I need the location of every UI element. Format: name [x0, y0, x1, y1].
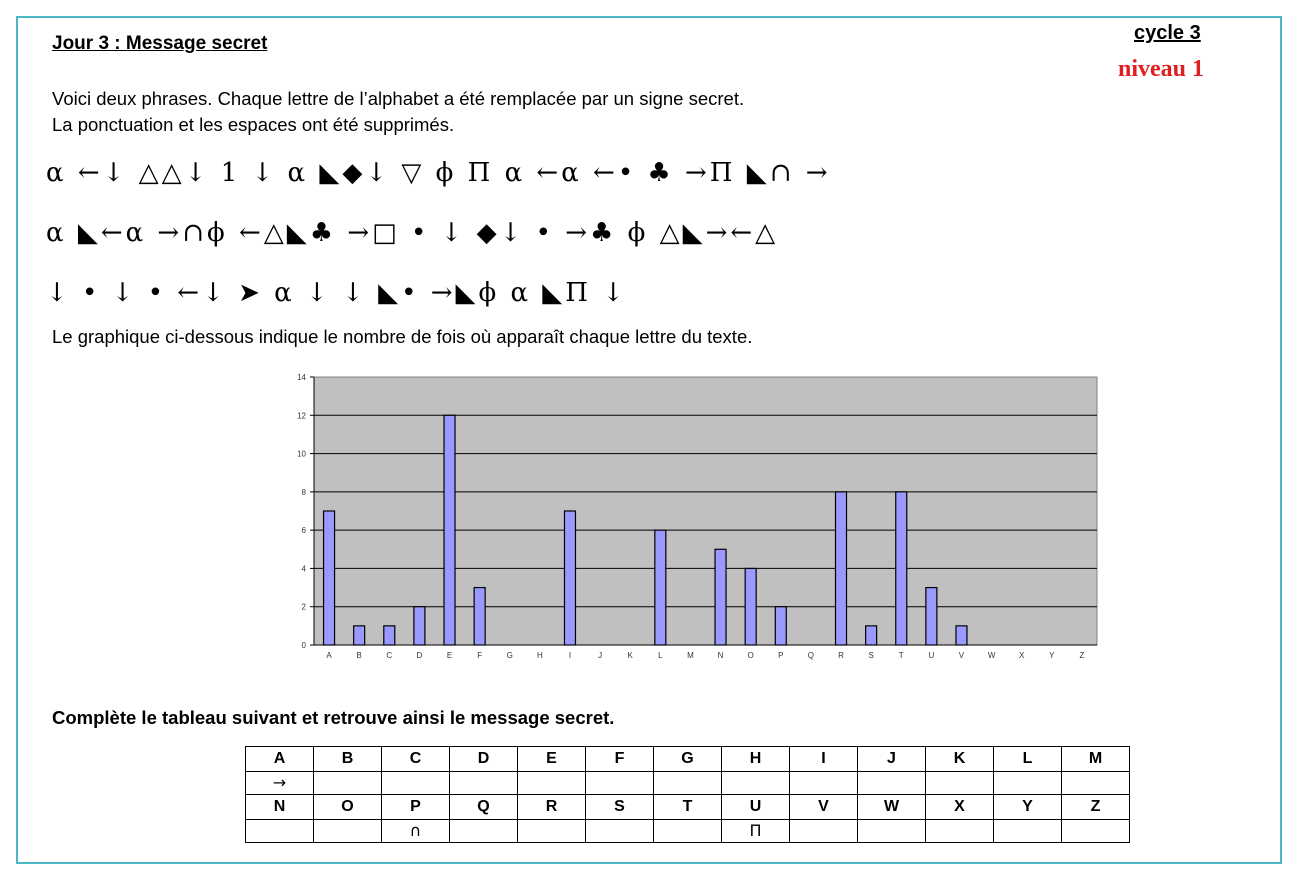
letter-cell: A — [246, 747, 314, 772]
letter-cell: Y — [994, 795, 1062, 820]
letter-cell: V — [790, 795, 858, 820]
bar — [836, 492, 847, 645]
x-tick-label: B — [356, 651, 362, 660]
letter-cell: T — [654, 795, 722, 820]
cipher-line-3: ↓ • ↓ • ←↓ ➤ α ↓ ↓ ◣• →◣ϕ α ◣Π ↓ — [46, 278, 628, 308]
y-tick-label: 0 — [301, 641, 306, 650]
symbol-cell[interactable] — [586, 772, 654, 795]
y-tick-label: 2 — [301, 602, 306, 612]
symbol-cell[interactable] — [994, 772, 1062, 795]
instruction-line-1: Voici deux phrases. Chaque lettre de l’alphabet a été remplacée par un signe secret. — [52, 88, 745, 109]
letter-cell: O — [314, 795, 382, 820]
symbol-cell[interactable] — [1062, 772, 1130, 795]
letter-cell: B — [314, 747, 382, 772]
x-tick-label: X — [1019, 651, 1025, 660]
x-tick-label: N — [717, 651, 724, 660]
symbol-cell[interactable]: Π — [722, 820, 790, 843]
y-tick-label: 4 — [301, 564, 306, 574]
letter-cell: F — [586, 747, 654, 772]
bar — [354, 626, 365, 645]
letter-cell: D — [450, 747, 518, 772]
bar — [384, 626, 395, 645]
letter-frequency-chart — [280, 366, 1110, 666]
letter-cell: H — [722, 747, 790, 772]
cipher-line-2: α ◣←α →∩ϕ ←△◣♣ →□ • ↓ ◆↓ • →♣ ϕ △◣→←△ — [46, 218, 779, 248]
symbol-cell[interactable] — [382, 772, 450, 795]
x-tick-label: Z — [1079, 651, 1085, 660]
x-tick-label: C — [386, 651, 393, 660]
y-tick-label: 14 — [297, 373, 306, 382]
x-tick-label: W — [987, 651, 996, 660]
x-tick-label: O — [747, 651, 754, 660]
bar — [956, 626, 967, 645]
x-tick-label: S — [868, 651, 874, 660]
letter-cell: N — [246, 795, 314, 820]
x-tick-label: H — [536, 651, 543, 660]
letter-cell: Q — [450, 795, 518, 820]
y-tick-label: 6 — [301, 526, 306, 536]
letter-cell: W — [858, 795, 926, 820]
bar — [414, 607, 425, 645]
symbol-cell[interactable] — [926, 772, 994, 795]
symbol-cell[interactable] — [586, 820, 654, 843]
x-tick-label: T — [898, 651, 904, 660]
symbol-cell[interactable] — [1062, 820, 1130, 843]
y-tick-label: 8 — [301, 487, 306, 497]
page-title: Jour 3 : Message secret — [52, 33, 268, 54]
bar — [715, 549, 726, 645]
symbol-cell[interactable] — [314, 820, 382, 843]
symbol-cell[interactable] — [722, 772, 790, 795]
letter-cell: J — [858, 747, 926, 772]
x-tick-label: K — [627, 651, 633, 660]
symbol-cell[interactable] — [246, 820, 314, 843]
symbol-cell[interactable]: → — [246, 772, 314, 795]
x-tick-label: Q — [807, 651, 815, 660]
letter-cell: G — [654, 747, 722, 772]
x-tick-label: I — [568, 651, 572, 660]
symbol-cell[interactable]: ∩ — [382, 820, 450, 843]
symbol-cell[interactable] — [314, 772, 382, 795]
bar — [655, 530, 666, 645]
cipher-line-1: α ←↓ △△↓ 1 ↓ α ◣◆↓ ▽ ϕ Π α ←α ←• ♣ →Π ◣∩ → — [46, 158, 831, 188]
symbol-cell[interactable] — [654, 820, 722, 843]
x-tick-label: M — [687, 651, 694, 660]
symbol-cell[interactable] — [450, 820, 518, 843]
symbol-cell[interactable] — [790, 820, 858, 843]
symbol-cell[interactable] — [994, 820, 1062, 843]
x-tick-label: L — [658, 651, 663, 660]
symbol-cell[interactable] — [518, 772, 586, 795]
bar — [896, 492, 907, 645]
bar — [745, 568, 756, 645]
bar — [324, 511, 335, 645]
letter-cell: K — [926, 747, 994, 772]
symbol-cell[interactable] — [450, 772, 518, 795]
symbol-cell[interactable] — [790, 772, 858, 795]
table-row — [246, 795, 1130, 820]
plot-area — [314, 377, 1097, 645]
letter-cell: S — [586, 795, 654, 820]
x-tick-label: P — [778, 651, 784, 660]
letter-cell: Z — [1062, 795, 1130, 820]
x-tick-label: V — [958, 651, 965, 660]
table-intro: Complète le tableau suivant et retrouve ainsi le message secret. — [52, 707, 615, 728]
instruction-line-2: La ponctuation et les espaces ont été supprimés. — [52, 114, 455, 135]
bar — [474, 588, 485, 645]
bar — [564, 511, 575, 645]
letter-cell: R — [518, 795, 586, 820]
bar — [866, 626, 877, 645]
letter-cell: X — [926, 795, 994, 820]
symbol-cell[interactable] — [926, 820, 994, 843]
y-tick-label: 12 — [297, 411, 306, 421]
x-tick-label: D — [416, 651, 423, 660]
letter-cell: U — [722, 795, 790, 820]
bar — [444, 415, 455, 645]
table-row — [246, 747, 1130, 772]
x-tick-label: A — [326, 651, 332, 660]
y-tick-label: 10 — [297, 449, 306, 459]
letter-cell: E — [518, 747, 586, 772]
x-tick-label: U — [928, 651, 935, 660]
letter-cell: M — [1062, 747, 1130, 772]
cipher-table — [245, 746, 1130, 843]
symbol-cell[interactable] — [858, 772, 926, 795]
letter-cell: L — [994, 747, 1062, 772]
letter-cell: C — [382, 747, 450, 772]
table-row — [246, 820, 1130, 843]
x-tick-label: J — [598, 651, 603, 660]
x-tick-label: G — [506, 651, 513, 660]
niveau-label: niveau 1 — [1118, 56, 1205, 82]
letter-cell: I — [790, 747, 858, 772]
cycle-label: cycle 3 — [1134, 22, 1201, 44]
table-row — [246, 772, 1130, 795]
symbol-cell[interactable] — [518, 820, 586, 843]
letter-cell: P — [382, 795, 450, 820]
x-tick-label: E — [446, 651, 453, 660]
x-tick-label: Y — [1049, 651, 1055, 660]
chart-intro: Le graphique ci-dessous indique le nombre de fois où apparaît chaque lettre du texte. — [52, 326, 753, 347]
x-tick-label: R — [838, 651, 844, 660]
symbol-cell[interactable] — [654, 772, 722, 795]
bar — [926, 588, 937, 645]
bar — [775, 607, 786, 645]
x-tick-label: F — [477, 651, 483, 660]
symbol-cell[interactable] — [858, 820, 926, 843]
